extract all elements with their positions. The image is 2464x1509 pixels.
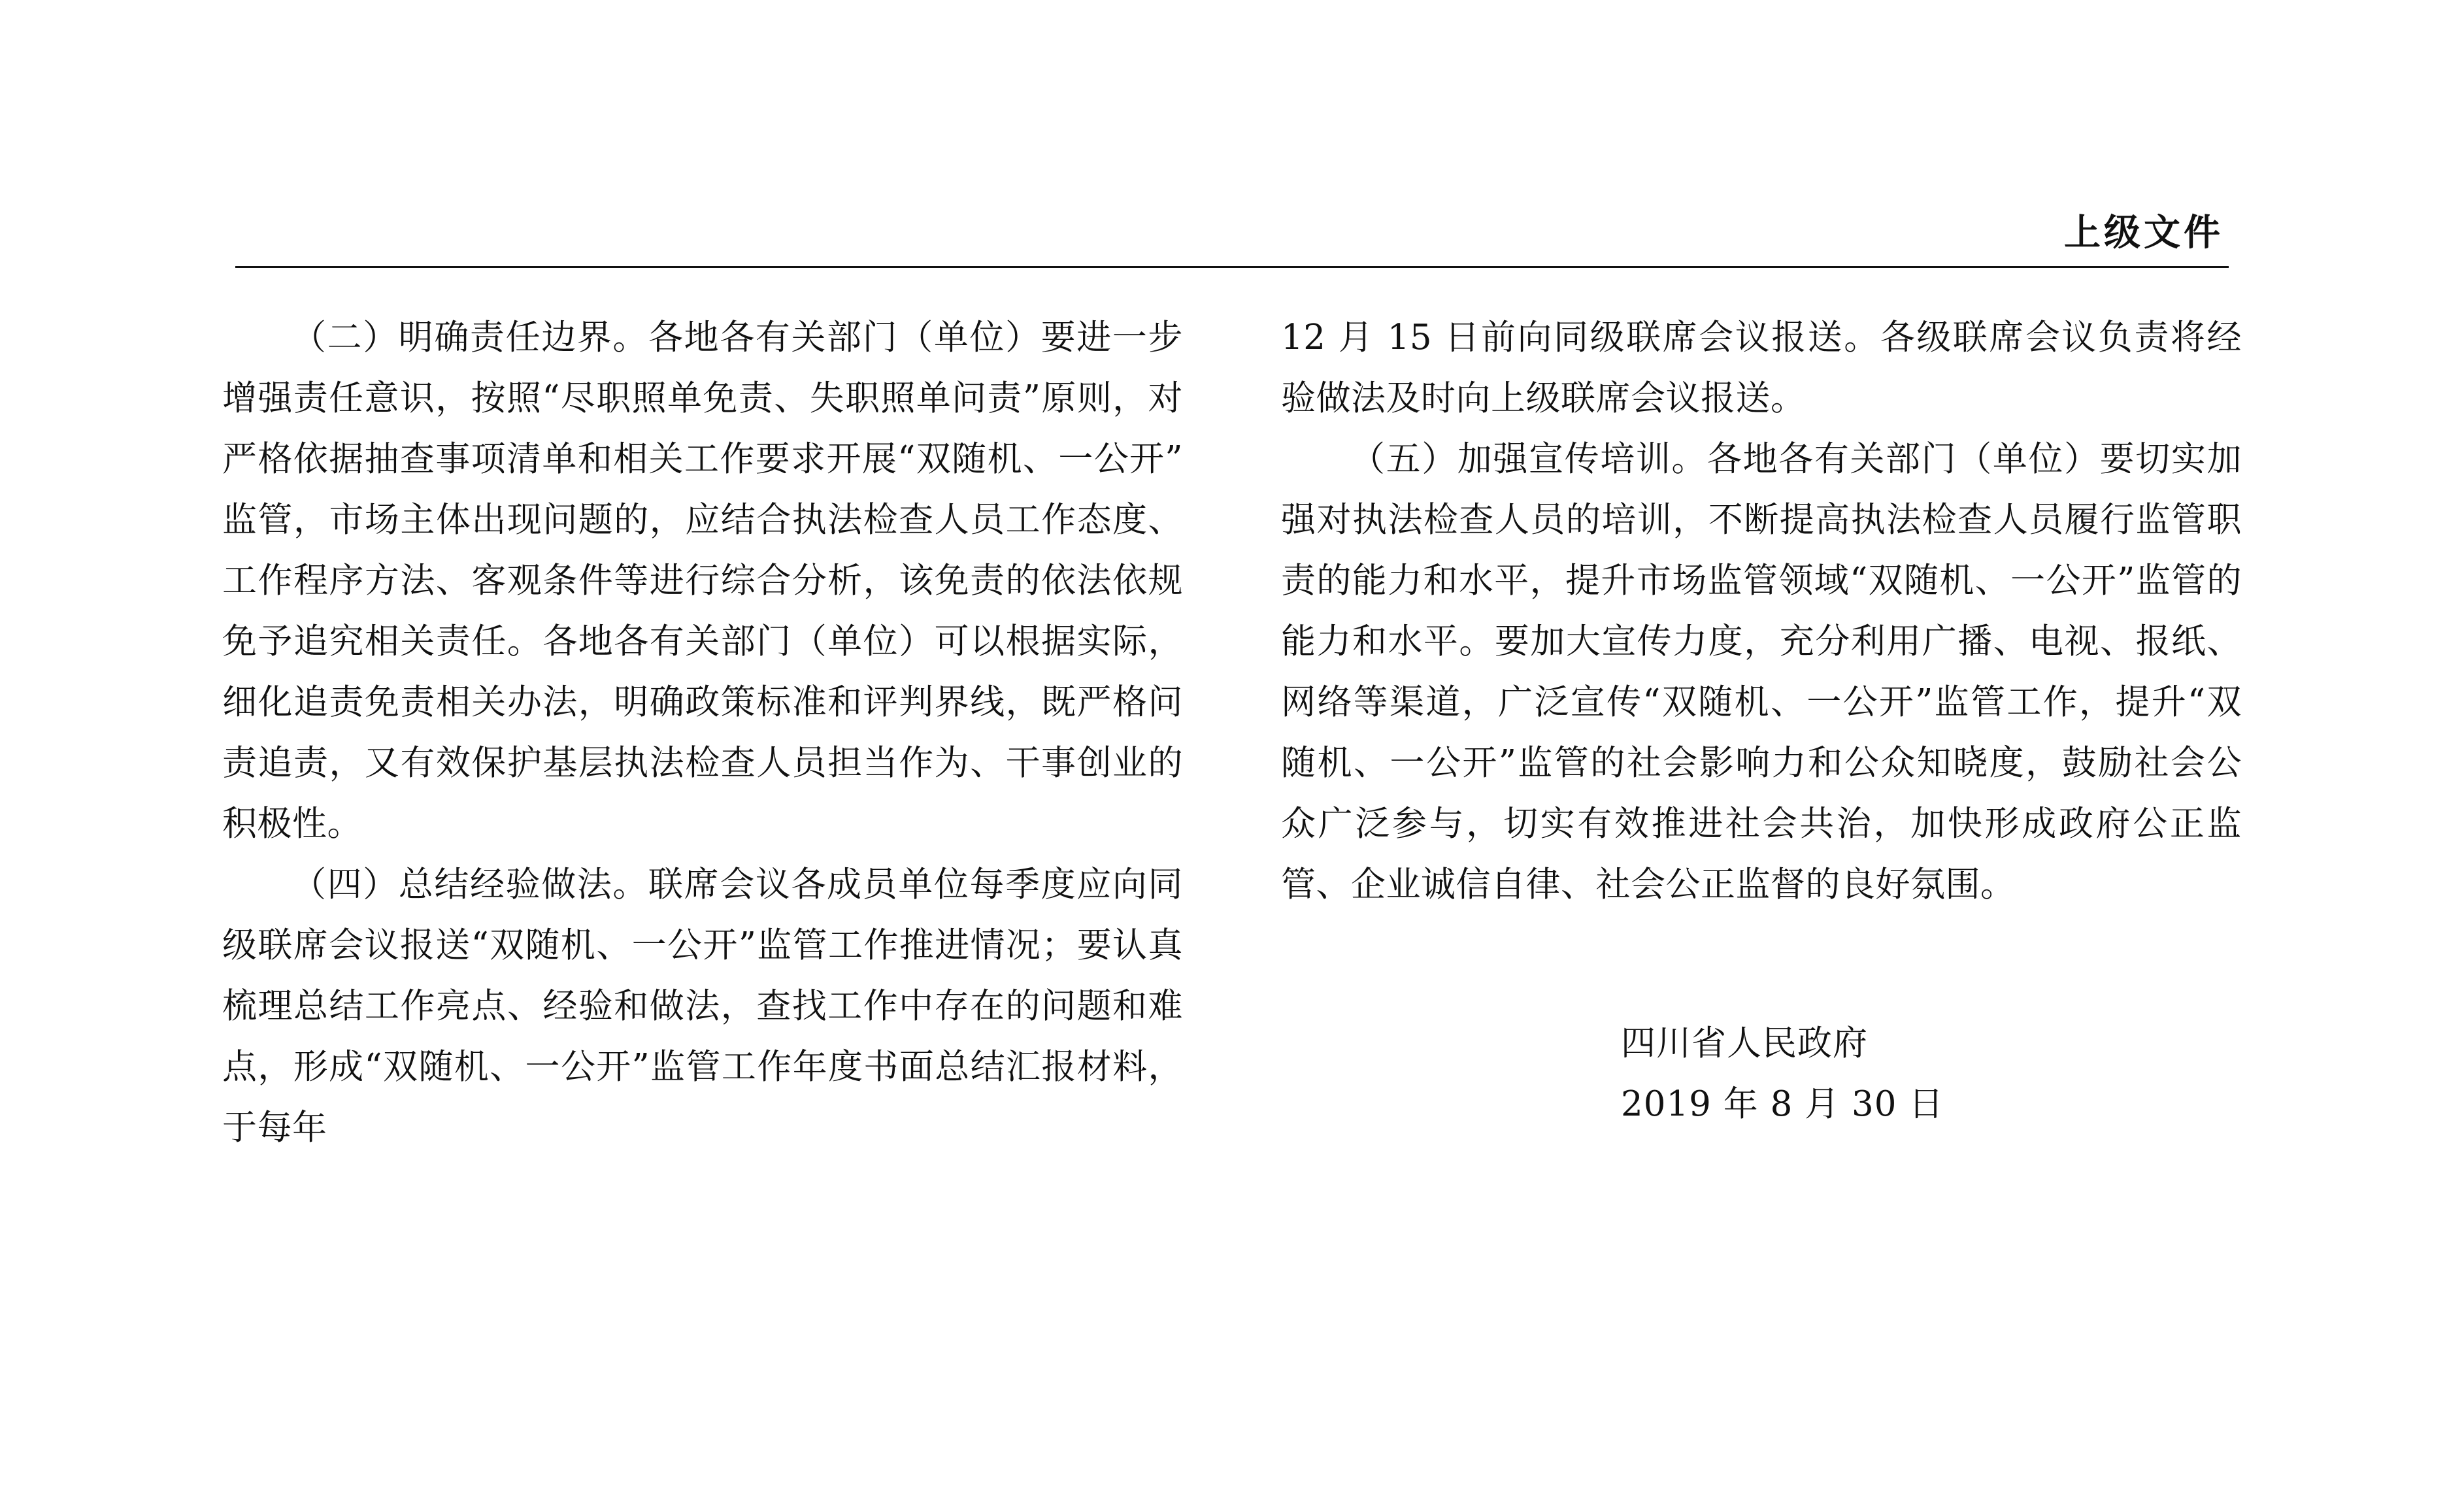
paragraph-section-four-continued: 12 月 15 日前向同级联席会议报送。各级联席会议负责将经验做法及时向上级联席会议报送。 xyxy=(1281,318,2242,418)
page-header xyxy=(235,196,2229,268)
two-column-body xyxy=(222,307,2242,1158)
left-column xyxy=(222,307,1183,1158)
paragraph-section-five: （五）加强宣传培训。各地各有关部门（单位）要切实加强对执法检查人员的培训，不断提高执法检查人员履行监管职责的能力和水平，提升市场监管领域“双随机、一公开”监管的能力和水平。要加大宣传力度，充分利用广播、电视、报纸、网络等渠道，广泛宣传“双随机、一公开”监管工作，提升“双随机、一公开”监管的社会影响力和公众知晓度，鼓励社会公众广泛参与，切实有效推进社会共治，加快形成政府公正监管、企业诚信自律、社会公正监督的良好氛围。 xyxy=(1281,439,2242,904)
header-divider xyxy=(235,266,2229,268)
signature-issuer: 四川省人民政府 xyxy=(1621,1023,1868,1063)
header-title: 上级文件 xyxy=(2064,212,2223,254)
signature-block xyxy=(1281,1013,2242,1135)
paragraph-section-four: （四）总结经验做法。联席会议各成员单位每季度应向同级联席会议报送“双随机、一公开”监管工作推进情况；要认真梳理总结工作亮点、经验和做法，查找工作中存在的问题和难点，形成“双随机、一公开”监管工作年度书面总结汇报材料，于每年 xyxy=(222,865,1183,1148)
right-column xyxy=(1281,307,2242,1158)
signature-date: 2019 年 8 月 30 日 xyxy=(1621,1084,1944,1124)
paragraph-section-two: （二）明确责任边界。各地各有关部门（单位）要进一步增强责任意识，按照“尽职照单免责、失职照单问责”原则，对严格依据抽查事项清单和相关工作要求开展“双随机、一公开”监管，市场主体出现问题的，应结合执法检查人员工作态度、工作程序方法、客观条件等进行综合分析，该免责的依法依规免予追究相关责任。各地各有关部门（单位）可以根据实际，细化追责免责相关办法，明确政策标准和评判界线，既严格问责追责，又有效保护基层执法检查人员担当作为、干事创业的积极性。 xyxy=(222,318,1183,844)
